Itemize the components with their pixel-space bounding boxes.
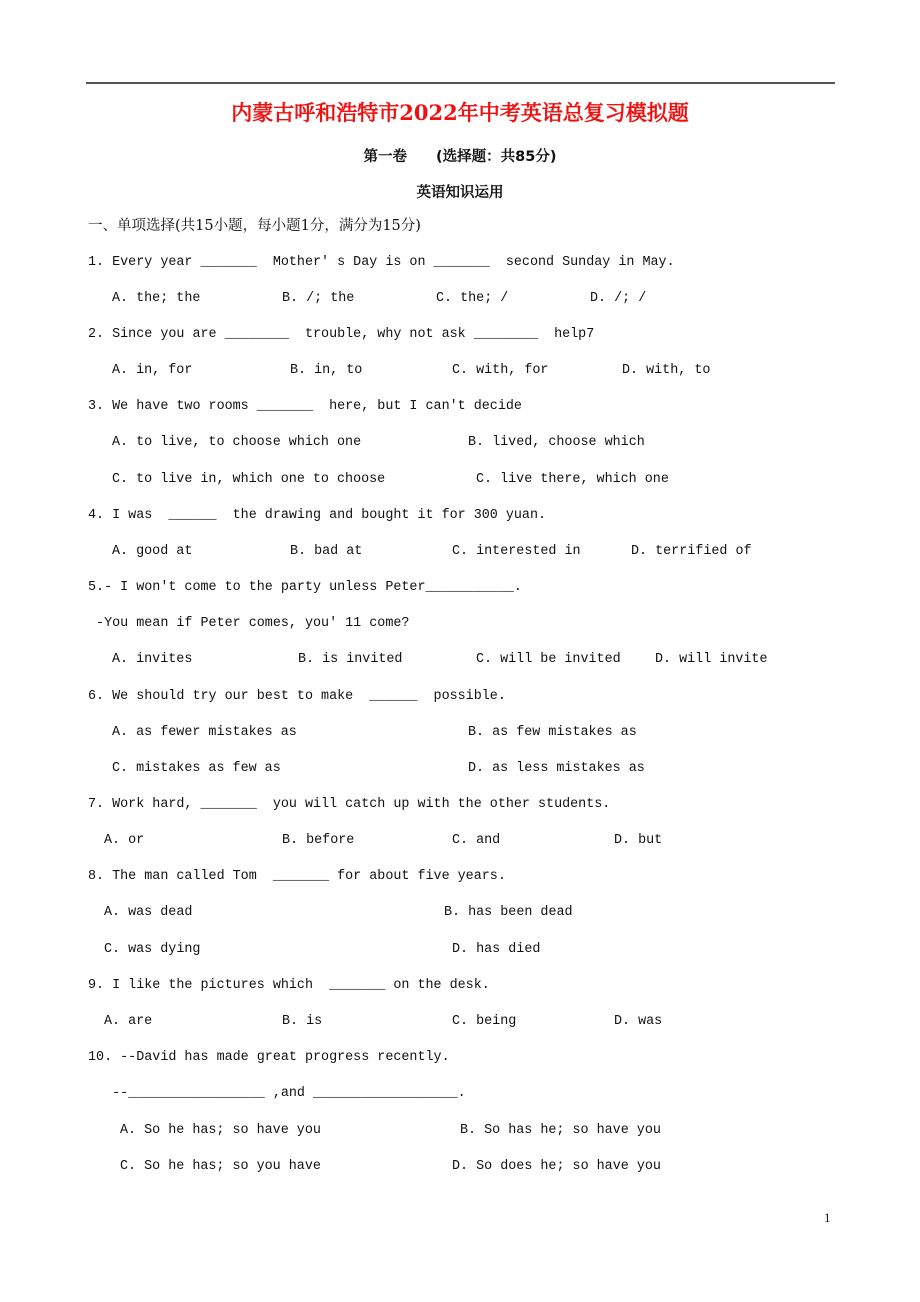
part-heading: 英语知识运用 bbox=[416, 185, 504, 201]
question-1-option: B. /; the bbox=[282, 291, 355, 306]
question-8-option: A. was dead bbox=[104, 905, 193, 920]
question-10-option: C. So he has; so you have bbox=[120, 1159, 321, 1174]
question-8-option: C. was dying bbox=[104, 942, 201, 957]
question-9-option: B. is bbox=[282, 1014, 323, 1029]
question-5-option: C. will be invited bbox=[476, 652, 621, 667]
question-3-option: A. to live, to choose which one bbox=[112, 435, 362, 450]
question-4-option: B. bad at bbox=[290, 544, 363, 559]
question-3-stem: 3. We have two rooms _______ here, but I can't decide bbox=[88, 399, 522, 414]
question-2-option: A. in, for bbox=[112, 363, 193, 378]
question-5-option: D. will invite bbox=[655, 652, 768, 667]
question-7-option: C. and bbox=[452, 833, 501, 848]
question-10-option: D. So does he; so have you bbox=[452, 1159, 661, 1174]
question-5-stem: -You mean if Peter comes, you' 11 come? bbox=[88, 616, 410, 631]
question-10-stem: --_________________ ,and __________________. bbox=[88, 1086, 466, 1101]
question-6-stem: 6. We should try our best to make ______ possible. bbox=[88, 689, 506, 704]
section-heading: 一、单项选择(共15小题，每小题1分，满分为15分) bbox=[88, 218, 421, 234]
question-3-option: C. to live in, which one to choose bbox=[112, 472, 386, 487]
question-3-option: C. live there, which one bbox=[476, 472, 669, 487]
question-9-stem: 9. I like the pictures which _______ on the desk. bbox=[88, 978, 490, 993]
question-9-option: A. are bbox=[104, 1014, 153, 1029]
question-6-option: D. as less mistakes as bbox=[468, 761, 645, 776]
question-5-stem: 5.- I won't come to the party unless Peter___________. bbox=[88, 580, 522, 595]
question-2-option: C. with, for bbox=[452, 363, 549, 378]
question-3-option: B. lived, choose which bbox=[468, 435, 645, 450]
question-4-option: A. good at bbox=[112, 544, 193, 559]
question-7-option: B. before bbox=[282, 833, 355, 848]
exam-title: 内蒙古呼和浩特市2022年中考英语总复习模拟题 bbox=[231, 100, 689, 125]
question-10-stem: 10. --David has made great progress recently. bbox=[88, 1050, 450, 1065]
question-1-stem: 1. Every year _______ Mother' s Day is on _______ second Sunday in May. bbox=[88, 255, 675, 270]
question-1-option: A. the; the bbox=[112, 291, 201, 306]
question-10-option: A. So he has; so have you bbox=[120, 1123, 321, 1138]
question-2-option: B. in, to bbox=[290, 363, 363, 378]
question-8-stem: 8. The man called Tom _______ for about five years. bbox=[88, 869, 506, 884]
question-9-option: C. being bbox=[452, 1014, 517, 1029]
question-7-stem: 7. Work hard, _______ you will catch up with the other students. bbox=[88, 797, 611, 812]
question-4-stem: 4. I was ______ the drawing and bought it for 300 yuan. bbox=[88, 508, 547, 523]
question-2-stem: 2. Since you are ________ trouble, why not ask ________ help7 bbox=[88, 327, 595, 342]
question-5-option: A. invites bbox=[112, 652, 193, 667]
question-5-option: B. is invited bbox=[298, 652, 403, 667]
question-7-option: D. but bbox=[614, 833, 663, 848]
question-6-option: A. as fewer mistakes as bbox=[112, 725, 297, 740]
page-number: 1 bbox=[824, 1210, 831, 1225]
question-10-option: B. So has he; so have you bbox=[460, 1123, 661, 1138]
question-8-option: B. has been dead bbox=[444, 905, 573, 920]
question-6-option: B. as few mistakes as bbox=[468, 725, 637, 740]
header-rule bbox=[86, 82, 835, 84]
question-2-option: D. with, to bbox=[622, 363, 711, 378]
volume-heading: 第一卷 (选择题：共85分) bbox=[363, 149, 557, 165]
question-1-option: D. /; / bbox=[590, 291, 647, 306]
question-8-option: D. has died bbox=[452, 942, 541, 957]
question-7-option: A. or bbox=[104, 833, 145, 848]
question-1-option: C. the; / bbox=[436, 291, 509, 306]
question-4-option: D. terrified of bbox=[631, 544, 752, 559]
question-6-option: C. mistakes as few as bbox=[112, 761, 281, 776]
question-9-option: D. was bbox=[614, 1014, 663, 1029]
question-4-option: C. interested in bbox=[452, 544, 581, 559]
